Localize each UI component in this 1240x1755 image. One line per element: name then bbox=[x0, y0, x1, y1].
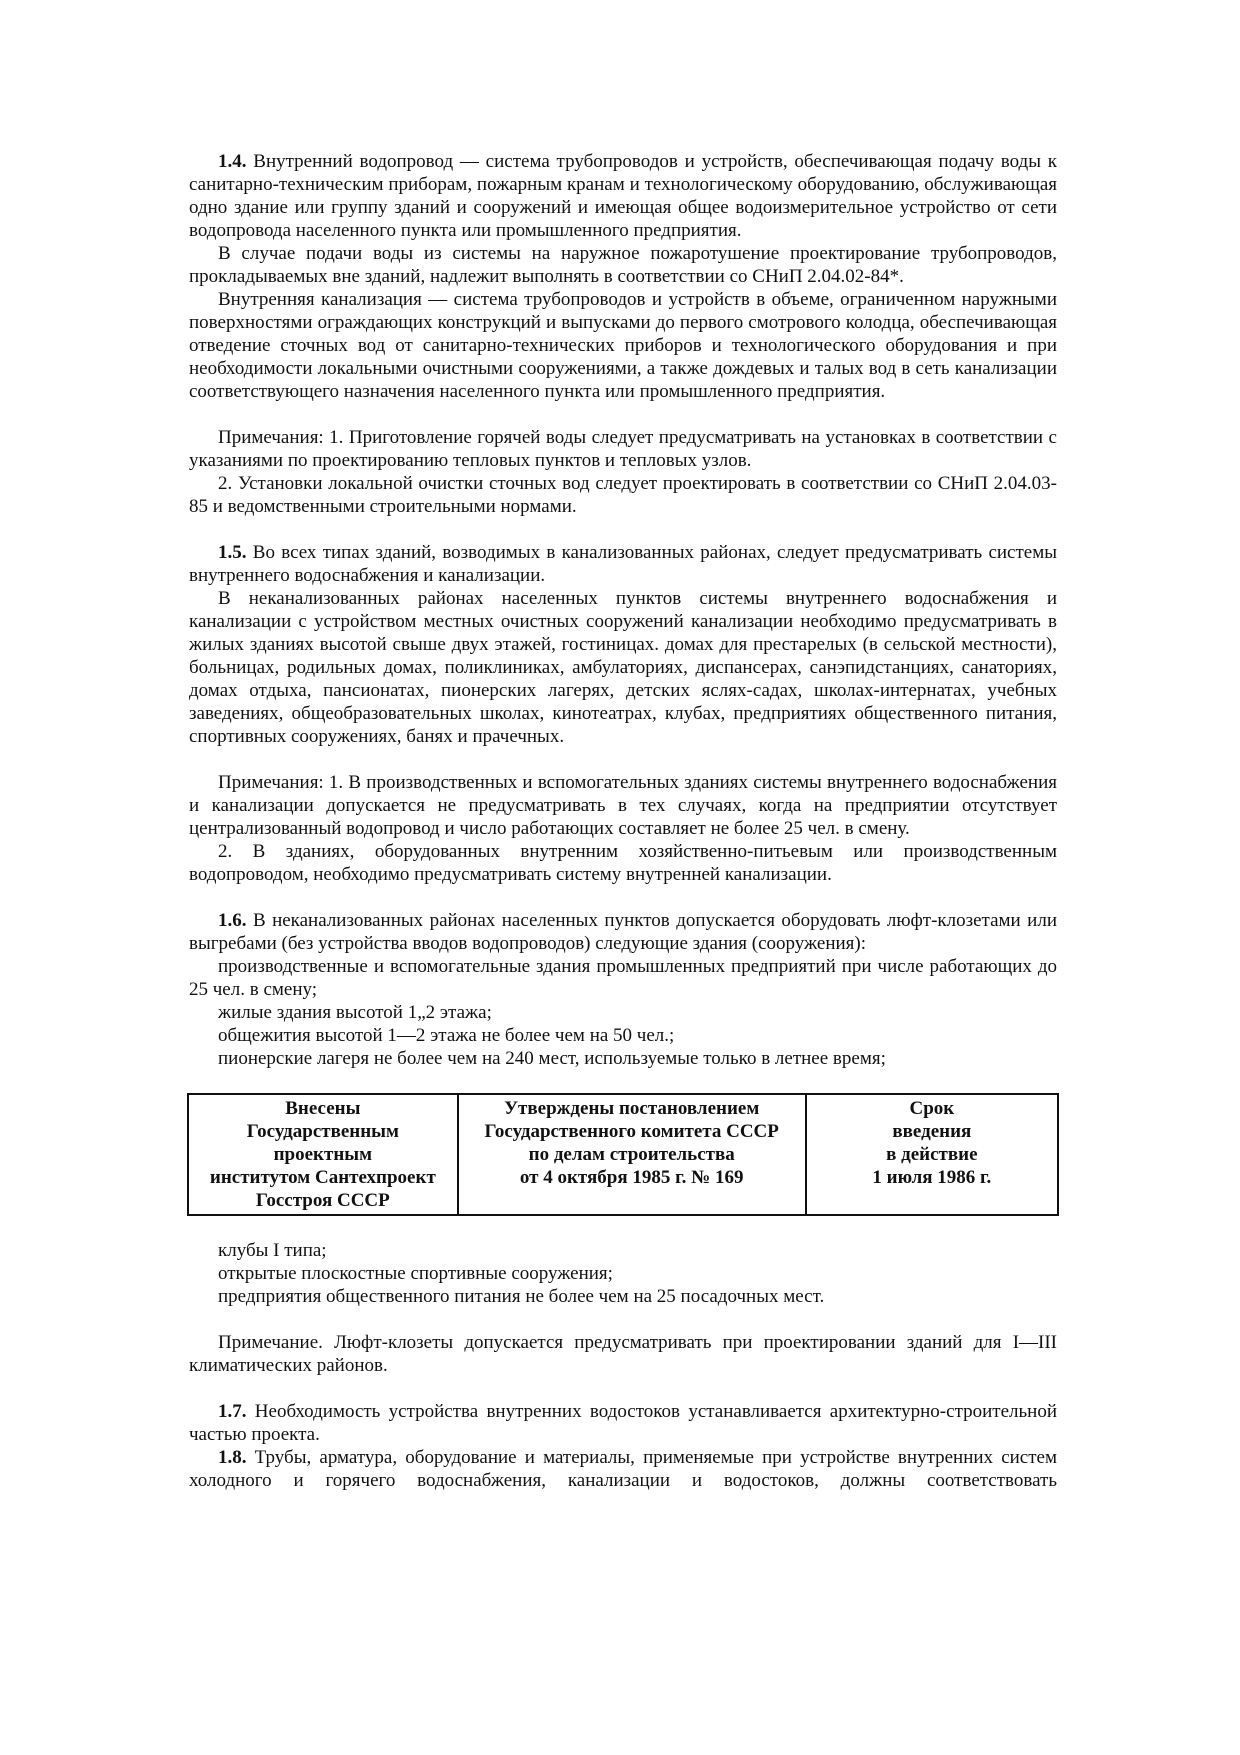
note-1-4-1: Примечания: 1. Приготовление горячей воды следует предусматривать на установках в соответствии с указаниями по проектированию тепловых пунктов и тепловых узлов. bbox=[189, 427, 1057, 471]
paragraph-text: Внутренний водопровод — система трубопроводов и устройств, обеспечивающая подачу воды к санитарно-техническим приборам, пожарным кранам и технологическому оборудованию, обслуживающая одно здание или группу зданий и сооружений и имеющая общее водоизмерительное устройство от сети водопровода населенного пункта или промышленного предприятия. bbox=[189, 151, 1057, 241]
cell-line: введения bbox=[892, 1121, 972, 1142]
paragraph-text: Необходимость устройства внутренних водостоков устанавливается архитектурно-строительной частью проекта. bbox=[189, 1401, 1057, 1445]
paragraph-1-8 bbox=[189, 1446, 1057, 1492]
cell-line: от 4 октября 1985 г. № 169 bbox=[519, 1167, 744, 1188]
section-number: 1.5. bbox=[218, 542, 247, 563]
paragraph-non-sewered-areas: В неканализованных районах населенных пунктов системы внутреннего водоснабжения и канализации с устройством местных очистных сооружений канализации необходимо предусматривать в жилых зданиях высотой свыше двух этажей, гостиницах. домах для престарелых (в сельской местности), больницах, родильных домах, поликлиниках, амбулаториях, диспансерах, санэпидстанциях, санаториях, домах отдыха, пансионатах, пионерских лагерях, детских яслях-садах, школах-интернатах, учебных заведениях, общеобразовательных школах, кинотеатрах, клубах, предприятиях общественного питания, спортивных сооружениях, банях и прачечных. bbox=[189, 588, 1057, 747]
list-item: пионерские лагеря не более чем на 240 мест, используемые только в летнее время; bbox=[218, 1048, 886, 1069]
cell-line: в действие bbox=[886, 1144, 978, 1165]
paragraph-1-4 bbox=[189, 150, 1057, 242]
list-item: общежития высотой 1—2 этажа не более чем на 50 чел.; bbox=[218, 1025, 675, 1046]
paragraph-1-5 bbox=[189, 541, 1057, 587]
cell-line: Государственным проектным bbox=[246, 1121, 399, 1165]
section-number: 1.7. bbox=[218, 1401, 247, 1422]
note-1-5-2: 2. В зданиях, оборудованных внутренним хозяйственно-питьевым или производственным водопроводом, необходимо предусматривать систему внутренней канализации. bbox=[189, 841, 1057, 885]
cell-line: Государственного комитета СССР bbox=[484, 1121, 779, 1142]
note-1-5-1: Примечания: 1. В производственных и вспомогательных зданиях системы внутреннего водоснабжения и канализации допускается не предусматривать в тех случаях, когда на предприятии отсутствует централизованный водопровод и число работающих составляет не более 25 чел. в смену. bbox=[189, 772, 1057, 839]
list-item: производственные и вспомогательные здания промышленных предприятий при числе работающих до 25 чел. в смену; bbox=[189, 956, 1057, 1000]
paragraph-internal-sewer: Внутренняя канализация — система трубопроводов и устройств в объеме, ограниченном наружными поверхностями ограждающих конструкций и выпусками до первого смотрового колодца, обеспечивающая отведение сточных вод от санитарно-технических приборов и технологического оборудования и при необходимости локальными очистными сооружениями, а также дождевых и талых вод в сеть канализации соответствующего назначения населенного пункта или промышленного предприятия. bbox=[189, 289, 1057, 402]
cell-line: Внесены bbox=[285, 1098, 361, 1119]
note-1-4-2: 2. Установки локальной очистки сточных вод следует проектировать в соответствии со СНиП 2.04.03-85 и ведомственными строительными нормами. bbox=[189, 473, 1057, 517]
effective-date-cell bbox=[806, 1094, 1058, 1215]
paragraph-1-6 bbox=[189, 909, 1057, 955]
paragraph-text: В неканализованных районах населенных пунктов допускается оборудовать люфт-клозетами или выгребами (без устройства вводов водопроводов) следующие здания (сооружения): bbox=[189, 910, 1057, 954]
list-item: жилые здания высотой 1„2 этажа; bbox=[218, 1002, 492, 1023]
list-item: клубы I типа; bbox=[218, 1240, 327, 1261]
cell-line: Срок bbox=[909, 1098, 955, 1119]
introduced-by-cell bbox=[188, 1094, 458, 1215]
paragraph-text: Трубы, арматура, оборудование и материалы, применяемые при устройстве внутренних систем холодного и горячего водоснабжения, канализации и водостоков, должны соответствовать bbox=[189, 1447, 1057, 1491]
cell-line: Госстроя СССР bbox=[255, 1190, 390, 1211]
paragraph-fire-supply: В случае подачи воды из системы на наружное пожаротушение проектирование трубопроводов, прокладываемых вне зданий, надлежит выполнять в соответствии со СНиП 2.04.02-84*. bbox=[189, 243, 1057, 287]
list-item: открытые плоскостные спортивные сооружения; bbox=[218, 1263, 613, 1284]
approved-by-cell bbox=[458, 1094, 806, 1215]
document-page bbox=[189, 150, 1057, 1492]
cell-line: 1 июля 1986 г. bbox=[872, 1167, 992, 1188]
paragraph-1-7 bbox=[189, 1400, 1057, 1446]
cell-line: по делам строительства bbox=[528, 1144, 735, 1165]
note-1-6: Примечание. Люфт-клозеты допускается предусматривать при проектировании зданий для I—III климатических районов. bbox=[189, 1332, 1057, 1376]
section-number: 1.6. bbox=[218, 910, 247, 931]
list-item: предприятия общественного питания не более чем на 25 посадочных мест. bbox=[218, 1286, 825, 1307]
cell-line: институтом Сантехпроект bbox=[209, 1167, 436, 1188]
section-number: 1.8. bbox=[218, 1447, 247, 1468]
paragraph-text: Во всех типах зданий, возводимых в канализованных районах, следует предусматривать системы внутреннего водоснабжения и канализации. bbox=[189, 542, 1057, 586]
cell-line: Утверждены постановлением bbox=[504, 1098, 760, 1119]
section-number: 1.4. bbox=[218, 151, 247, 172]
document-info-table bbox=[187, 1093, 1059, 1216]
